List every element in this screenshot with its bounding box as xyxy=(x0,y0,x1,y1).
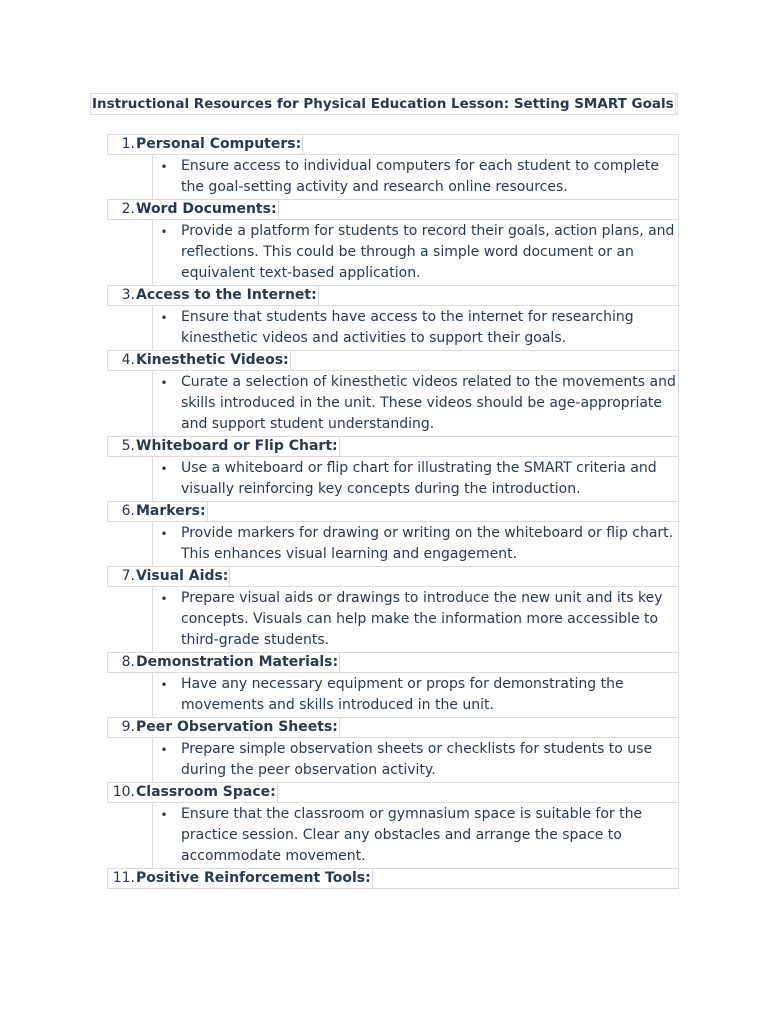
bullet-icon: • xyxy=(160,311,168,325)
list-item-text: Have any necessary equipment or props for demonstrating the movements and skills introduced in the unit. xyxy=(181,676,624,713)
list-item-text: Ensure access to individual computers for each student to complete the goal-setting activity and research online resources. xyxy=(181,158,659,195)
document-title-box xyxy=(90,93,678,115)
bullet-icon: • xyxy=(160,808,168,822)
list-item-title: Kinesthetic Videos: xyxy=(136,352,289,368)
list-item-title: Markers: xyxy=(136,503,206,519)
list-item-number: 6. xyxy=(121,503,135,519)
list-item-title: Positive Reinforcement Tools: xyxy=(136,870,371,886)
list-item-number: 10. xyxy=(112,784,135,800)
list-item-detail xyxy=(152,586,679,653)
list-item-text: Prepare visual aids or drawings to introduce the new unit and its key concepts. Visuals can help make the information more accessible to third-grade students. xyxy=(181,590,663,648)
list-item-number: 9. xyxy=(121,719,135,735)
list-item-detail xyxy=(152,802,679,869)
list-item-detail xyxy=(152,737,679,783)
list-item-header xyxy=(107,717,679,738)
list-item-header xyxy=(107,285,679,306)
bullet-icon: • xyxy=(160,376,168,390)
list-item-header xyxy=(107,868,679,889)
list-item-number: 3. xyxy=(121,287,135,303)
list-item-text: Curate a selection of kinesthetic videos related to the movements and skills introduced in the unit. These videos should be age-appropriate and support student understanding. xyxy=(181,374,676,432)
list-item-title: Word Documents: xyxy=(136,201,277,217)
list-item-title: Whiteboard or Flip Chart: xyxy=(136,438,338,454)
list-item-title: Access to the Internet: xyxy=(136,287,317,303)
list-item-title: Visual Aids: xyxy=(136,568,229,584)
bullet-icon: • xyxy=(160,527,168,541)
list-item-detail xyxy=(152,456,679,502)
list-item-text: Prepare simple observation sheets or checklists for students to use during the peer observation activity. xyxy=(181,741,653,778)
list-item-title: Peer Observation Sheets: xyxy=(136,719,338,735)
list-item-header xyxy=(107,436,679,457)
list-item-text: Ensure that the classroom or gymnasium space is suitable for the practice session. Clear any obstacles and arrange the space to accommodate movement. xyxy=(181,806,643,864)
bullet-icon: • xyxy=(160,592,168,606)
list-item-number: 11. xyxy=(112,870,135,886)
list-item-header xyxy=(107,134,679,155)
list-item-detail xyxy=(152,370,679,437)
list-item-detail xyxy=(152,521,679,567)
list-item-detail xyxy=(152,154,679,200)
list-item-header xyxy=(107,199,679,220)
list-item-number: 4. xyxy=(121,352,135,368)
list-item-text: Use a whiteboard or flip chart for illustrating the SMART criteria and visually reinforcing key concepts during the introduction. xyxy=(181,460,657,497)
list-item-number: 7. xyxy=(121,568,135,584)
list-item-text: Provide a platform for students to record their goals, action plans, and reflections. This could be through a simple word document or an equivalent text-based application. xyxy=(181,223,675,281)
list-item-header xyxy=(107,652,679,673)
list-item-title: Classroom Space: xyxy=(136,784,276,800)
list-item-number: 5. xyxy=(121,438,135,454)
list-item-text: Provide markers for drawing or writing on the whiteboard or flip chart. This enhances visual learning and engagement. xyxy=(181,525,674,562)
list-item-number: 1. xyxy=(121,136,135,152)
list-item-detail xyxy=(152,219,679,286)
list-item-header xyxy=(107,566,679,587)
bullet-icon: • xyxy=(160,160,168,174)
bullet-icon: • xyxy=(160,743,168,757)
bullet-icon: • xyxy=(160,225,168,239)
list-item-title: Demonstration Materials: xyxy=(136,654,339,670)
bullet-icon: • xyxy=(160,462,168,476)
list-item-title: Personal Computers: xyxy=(136,136,302,152)
list-item-number: 8. xyxy=(121,654,135,670)
list-item-detail xyxy=(152,672,679,718)
list-item-text: Ensure that students have access to the internet for researching kinesthetic videos and activities to support their goals. xyxy=(181,309,634,346)
document-title: Instructional Resources for Physical Education Lesson: Setting SMART Goals xyxy=(92,96,674,112)
list-item-detail xyxy=(152,305,679,351)
list-item-header xyxy=(107,350,679,371)
list-item-number: 2. xyxy=(121,201,135,217)
list-item-header xyxy=(107,782,679,803)
resource-list xyxy=(107,135,679,889)
bullet-icon: • xyxy=(160,678,168,692)
list-item-header xyxy=(107,501,679,522)
